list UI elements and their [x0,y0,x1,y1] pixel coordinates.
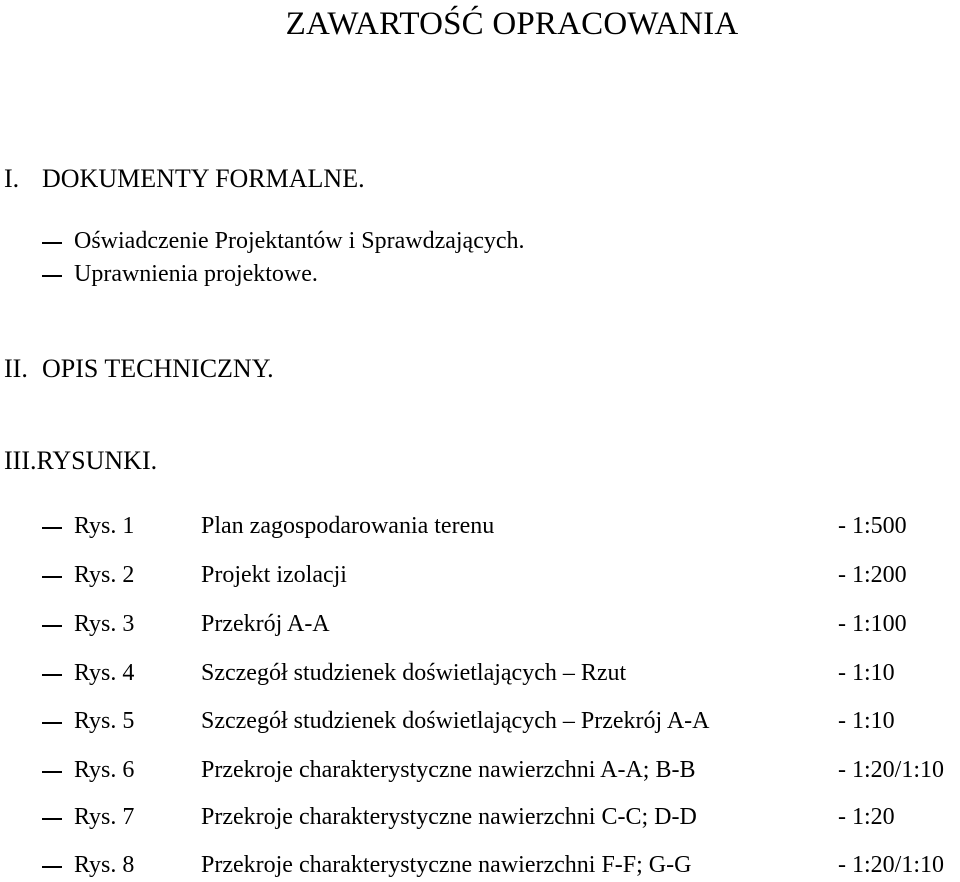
drawing-label: Rys. 2 [74,562,135,588]
section-title: DOKUMENTY FORMALNE. [42,164,365,193]
dash-bullet-icon [42,242,62,244]
section-number: I. [4,164,20,193]
section-number: II. [4,354,28,383]
dash-bullet-icon [42,722,62,724]
section-title: RYSUNKI. [36,446,158,475]
drawing-scale: - 1:20/1:10 [838,852,944,878]
section-heading-technical-description [4,354,274,384]
drawing-row [0,609,960,639]
drawing-label: Rys. 8 [74,852,135,878]
drawing-row [0,511,960,541]
drawing-title: Przekroje charakterystyczne nawierzchni A-A; B-B [201,757,696,783]
drawing-scale: - 1:100 [838,611,907,637]
section-heading-drawings [4,446,157,476]
dash-bullet-icon [42,527,62,529]
drawing-label: Rys. 5 [74,708,135,734]
dash-bullet-icon [42,866,62,868]
drawing-title: Plan zagospodarowania terenu [201,513,495,539]
drawing-title: Przekroje charakterystyczne nawierzchni C-C; D-D [201,804,697,830]
drawing-row [0,560,960,590]
drawing-title: Przekrój A-A [201,611,330,637]
section-title: OPIS TECHNICZNY. [42,354,274,383]
drawing-label: Rys. 1 [74,513,135,539]
page-title: ZAWARTOŚĆ OPRACOWANIA [285,6,739,42]
drawing-label: Rys. 7 [74,804,135,830]
dash-bullet-icon [42,771,62,773]
drawing-title: Szczegół studzienek doświetlających – Przekrój A-A [201,708,710,734]
drawing-title: Projekt izolacji [201,562,347,588]
drawing-scale: - 1:20/1:10 [838,757,944,783]
drawing-scale: - 1:20 [838,804,895,830]
section-number: III. [4,446,37,475]
drawing-row [0,850,960,880]
drawing-scale: - 1:200 [838,562,907,588]
dash-bullet-icon [42,818,62,820]
drawing-row [0,755,960,785]
bullet-text: Uprawnienia projektowe. [74,261,318,287]
drawing-title: Szczegół studzienek doświetlających – Rzut [201,660,627,686]
dash-bullet-icon [42,674,62,676]
dash-bullet-icon [42,275,62,277]
drawing-row [0,706,960,736]
drawing-label: Rys. 3 [74,611,135,637]
bullet-text: Oświadczenie Projektantów i Sprawdzających. [74,228,525,254]
drawing-label: Rys. 4 [74,660,135,686]
drawing-row [0,658,960,688]
drawing-scale: - 1:10 [838,708,895,734]
drawing-label: Rys. 6 [74,757,135,783]
dash-bullet-icon [42,625,62,627]
drawing-row [0,802,960,832]
drawing-scale: - 1:10 [838,660,895,686]
dash-bullet-icon [42,576,62,578]
drawing-scale: - 1:500 [838,513,907,539]
section-heading-formal-documents [4,164,365,194]
drawing-title: Przekroje charakterystyczne nawierzchni F-F; G-G [201,852,692,878]
